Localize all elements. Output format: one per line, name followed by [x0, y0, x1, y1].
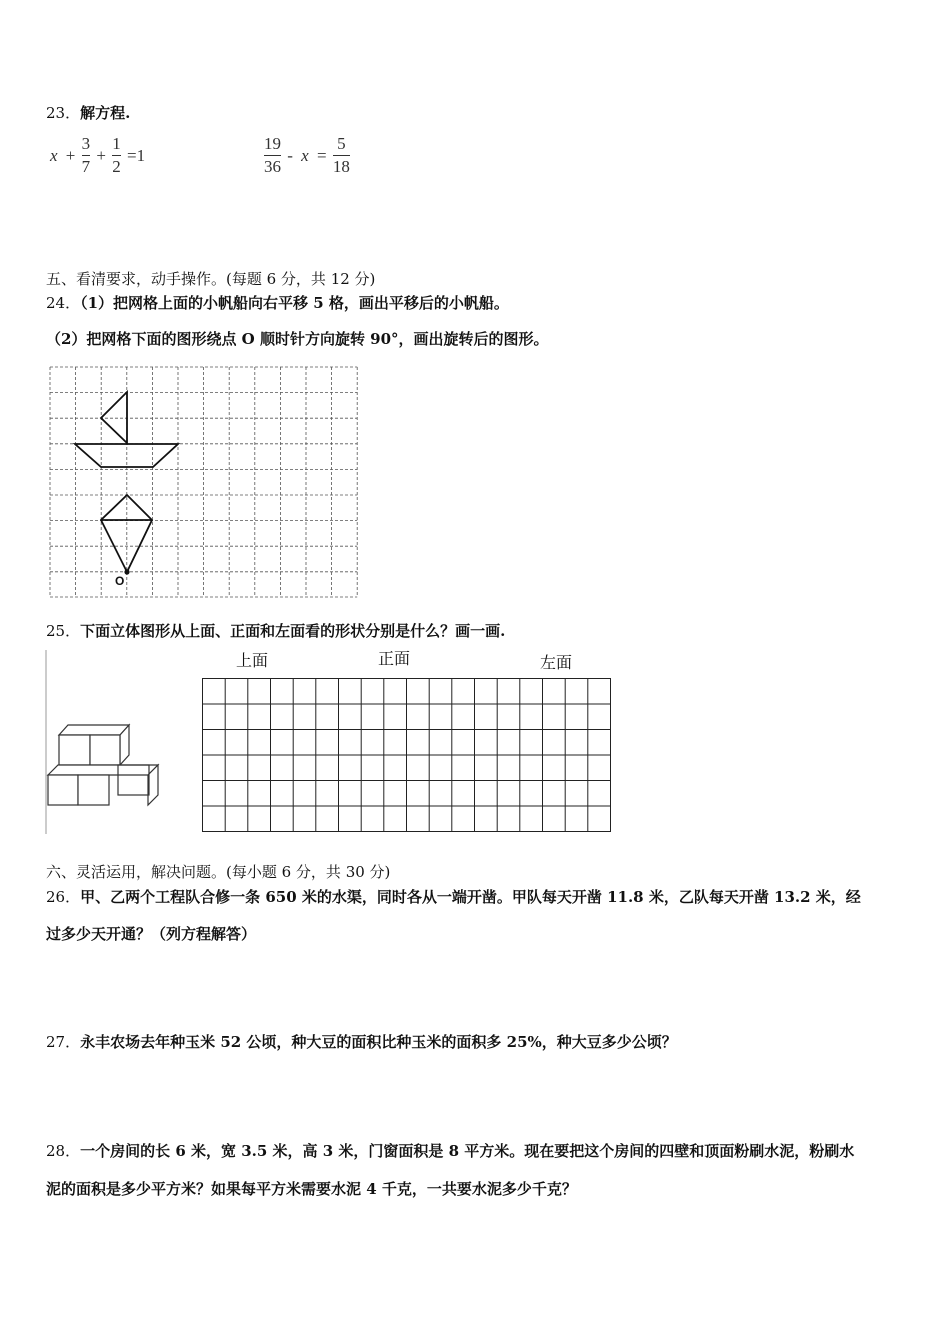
- q24-part1-line: [46, 293, 509, 313]
- eq2-equals: =: [316, 145, 327, 165]
- eq1-f1-num: 3: [81, 134, 91, 153]
- q26-line1: [46, 887, 861, 907]
- eq2-var: x: [301, 145, 309, 165]
- drawing-grid[interactable]: [200, 676, 614, 834]
- cube-stack-figure: [44, 648, 168, 836]
- eq1-plus-2: +: [96, 145, 106, 165]
- equation-2: [264, 133, 350, 178]
- eq2-f1-num: 19: [264, 134, 281, 153]
- eq1-rhs: =1: [126, 145, 146, 165]
- eq2-f1-den: 36: [264, 157, 281, 176]
- eq2-fraction-1: [264, 133, 281, 178]
- label-top-view: 上面: [236, 653, 269, 670]
- cube-stack: [48, 725, 158, 805]
- point-o-dot: [124, 569, 129, 574]
- eq1-f2-num: 1: [112, 134, 121, 153]
- eq2-fraction-2: [333, 133, 350, 178]
- q23-heading: [46, 103, 130, 123]
- q24-part2: （2）把网格下面的图形绕点 O 顺时针方向旋转 90°，画出旋转后的图形。: [46, 330, 549, 348]
- label-left-view: 左面: [540, 655, 573, 672]
- eq1-fraction-2: [112, 133, 121, 178]
- q28-text-1: 一个房间的长 6 米，宽 3.5 米，高 3 米，门窗面积是 8 平方米。现在要把这个房间的四壁和顶面粉刷水泥，粉刷水: [80, 1142, 855, 1160]
- q25-line: [46, 621, 505, 641]
- q23-number: 23．: [46, 104, 81, 122]
- eq1-f2-den: 2: [112, 157, 121, 176]
- label-front-view: 正面: [378, 651, 411, 668]
- q26-number: 26．: [46, 888, 81, 906]
- q23-title: 解方程.: [80, 104, 131, 122]
- q26-text-1: 甲、乙两个工程队合修一条 650 米的水渠，同时各从一端开凿。甲队每天开凿 11.8 米，乙队每天开凿 13.2 米，经: [80, 888, 861, 906]
- eq2-f2-den: 18: [332, 157, 350, 176]
- section5-heading: 五、看清要求，动手操作。(每题 6 分，共 12 分): [46, 270, 376, 288]
- equation-1: [48, 133, 147, 178]
- eq1-plus-1: +: [65, 145, 76, 165]
- q27-line: [46, 1032, 677, 1052]
- eq1-fraction-1: [82, 133, 91, 178]
- q28-text-2: 泥的面积是多少平方米？如果每平方米需要水泥 4 千克，一共要水泥多少千克？: [46, 1180, 577, 1198]
- section6-heading: 六、灵活运用，解决问题。(每小题 6 分，共 30 分): [46, 863, 391, 881]
- q24-dashed-grid: [50, 367, 357, 597]
- eq1-f1-den: 7: [81, 157, 91, 176]
- q25-number: 25．: [46, 622, 81, 640]
- q24-grid-figure: [48, 364, 362, 600]
- eq1-var: x: [50, 145, 58, 165]
- q24-number: 24．: [46, 294, 81, 312]
- point-o-label: O: [115, 574, 125, 588]
- eq2-minus: -: [287, 145, 293, 165]
- q24-part1: （1）把网格上面的小帆船向右平移 5 格，画出平移后的小帆船。: [80, 294, 509, 312]
- q28-number: 28．: [46, 1142, 81, 1160]
- eq2-f2-num: 5: [337, 134, 346, 153]
- q28-line1: [46, 1141, 854, 1161]
- q25-text: 下面立体图形从上面、正面和左面看的形状分别是什么？画一画.: [80, 622, 506, 640]
- sailboat-shape: [75, 392, 178, 467]
- q27-number: 27．: [46, 1033, 81, 1051]
- q26-text-2: 过多少天开通？（列方程解答）: [46, 925, 257, 943]
- q27-text: 永丰农场去年种玉米 52 公顷，种大豆的面积比种玉米的面积多 25%，种大豆多少公顷？: [80, 1033, 677, 1051]
